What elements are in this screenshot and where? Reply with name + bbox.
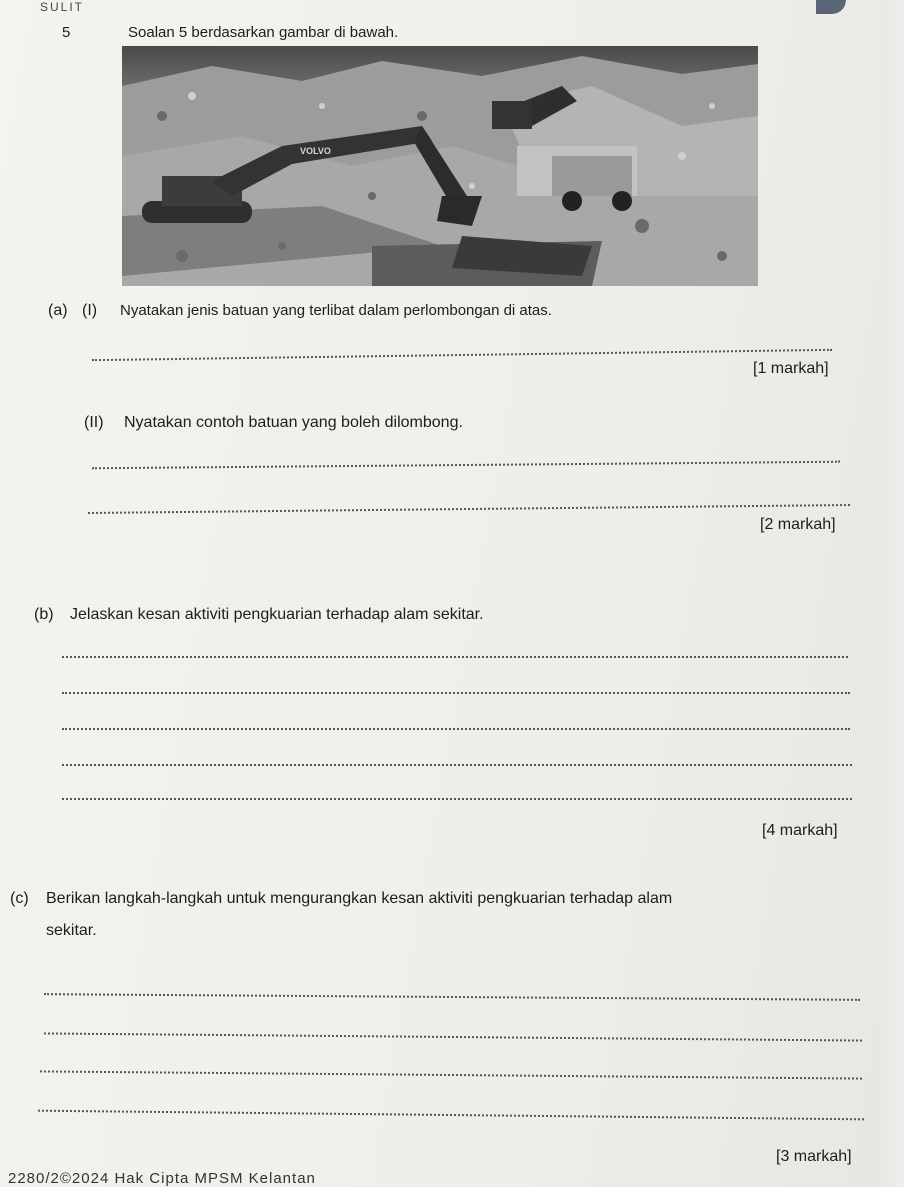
part-c-text-line1: Berikan langkah-langkah untuk mengurangkan kesan aktiviti pengkuarian terhadap alam [46, 890, 673, 907]
part-a-ii-marks: [2 markah] [760, 516, 836, 533]
part-b-label: (b) [34, 606, 54, 623]
binder-clip [816, 0, 846, 14]
quarry-photo [122, 46, 758, 286]
answer-line[interactable] [38, 1110, 864, 1121]
answer-line[interactable] [92, 461, 840, 470]
part-b-marks: [4 markah] [762, 822, 838, 839]
part-c-label: (c) [10, 890, 29, 907]
part-a-i-marks: [1 markah] [753, 360, 829, 377]
answer-line[interactable] [62, 764, 852, 766]
answer-line[interactable] [62, 728, 850, 730]
answer-line[interactable] [44, 993, 860, 1001]
answer-line[interactable] [40, 1070, 862, 1079]
answer-line[interactable] [62, 656, 848, 658]
part-a-i-label: (I) [82, 302, 98, 319]
part-b-text: Jelaskan kesan aktiviti pengkuarian terhadap alam sekitar. [70, 606, 484, 623]
question-number: 5 [62, 24, 71, 41]
part-a-ii-label: (II) [84, 414, 104, 431]
part-a-ii-text: Nyatakan contoh batuan yang boleh dilombong. [124, 414, 463, 431]
copyright-footer: 2280/2©2024 Hak Cipta MPSM Kelantan [8, 1170, 316, 1187]
part-a-label: (a) [48, 302, 68, 319]
answer-line[interactable] [92, 349, 832, 361]
photo-brand-text: VOLVO [300, 146, 331, 156]
question-intro: Soalan 5 berdasarkan gambar di bawah. [128, 24, 399, 41]
part-c-marks: [3 markah] [776, 1148, 852, 1165]
part-a-i-text: Nyatakan jenis batuan yang terlibat dalam perlombongan di atas. [120, 302, 552, 319]
answer-line[interactable] [62, 692, 850, 694]
part-c-text-line2: sekitar. [46, 922, 97, 939]
answer-line[interactable] [44, 1032, 862, 1041]
answer-line[interactable] [62, 798, 852, 800]
header-scrap: SULIT [40, 0, 85, 14]
answer-line[interactable] [88, 504, 850, 514]
